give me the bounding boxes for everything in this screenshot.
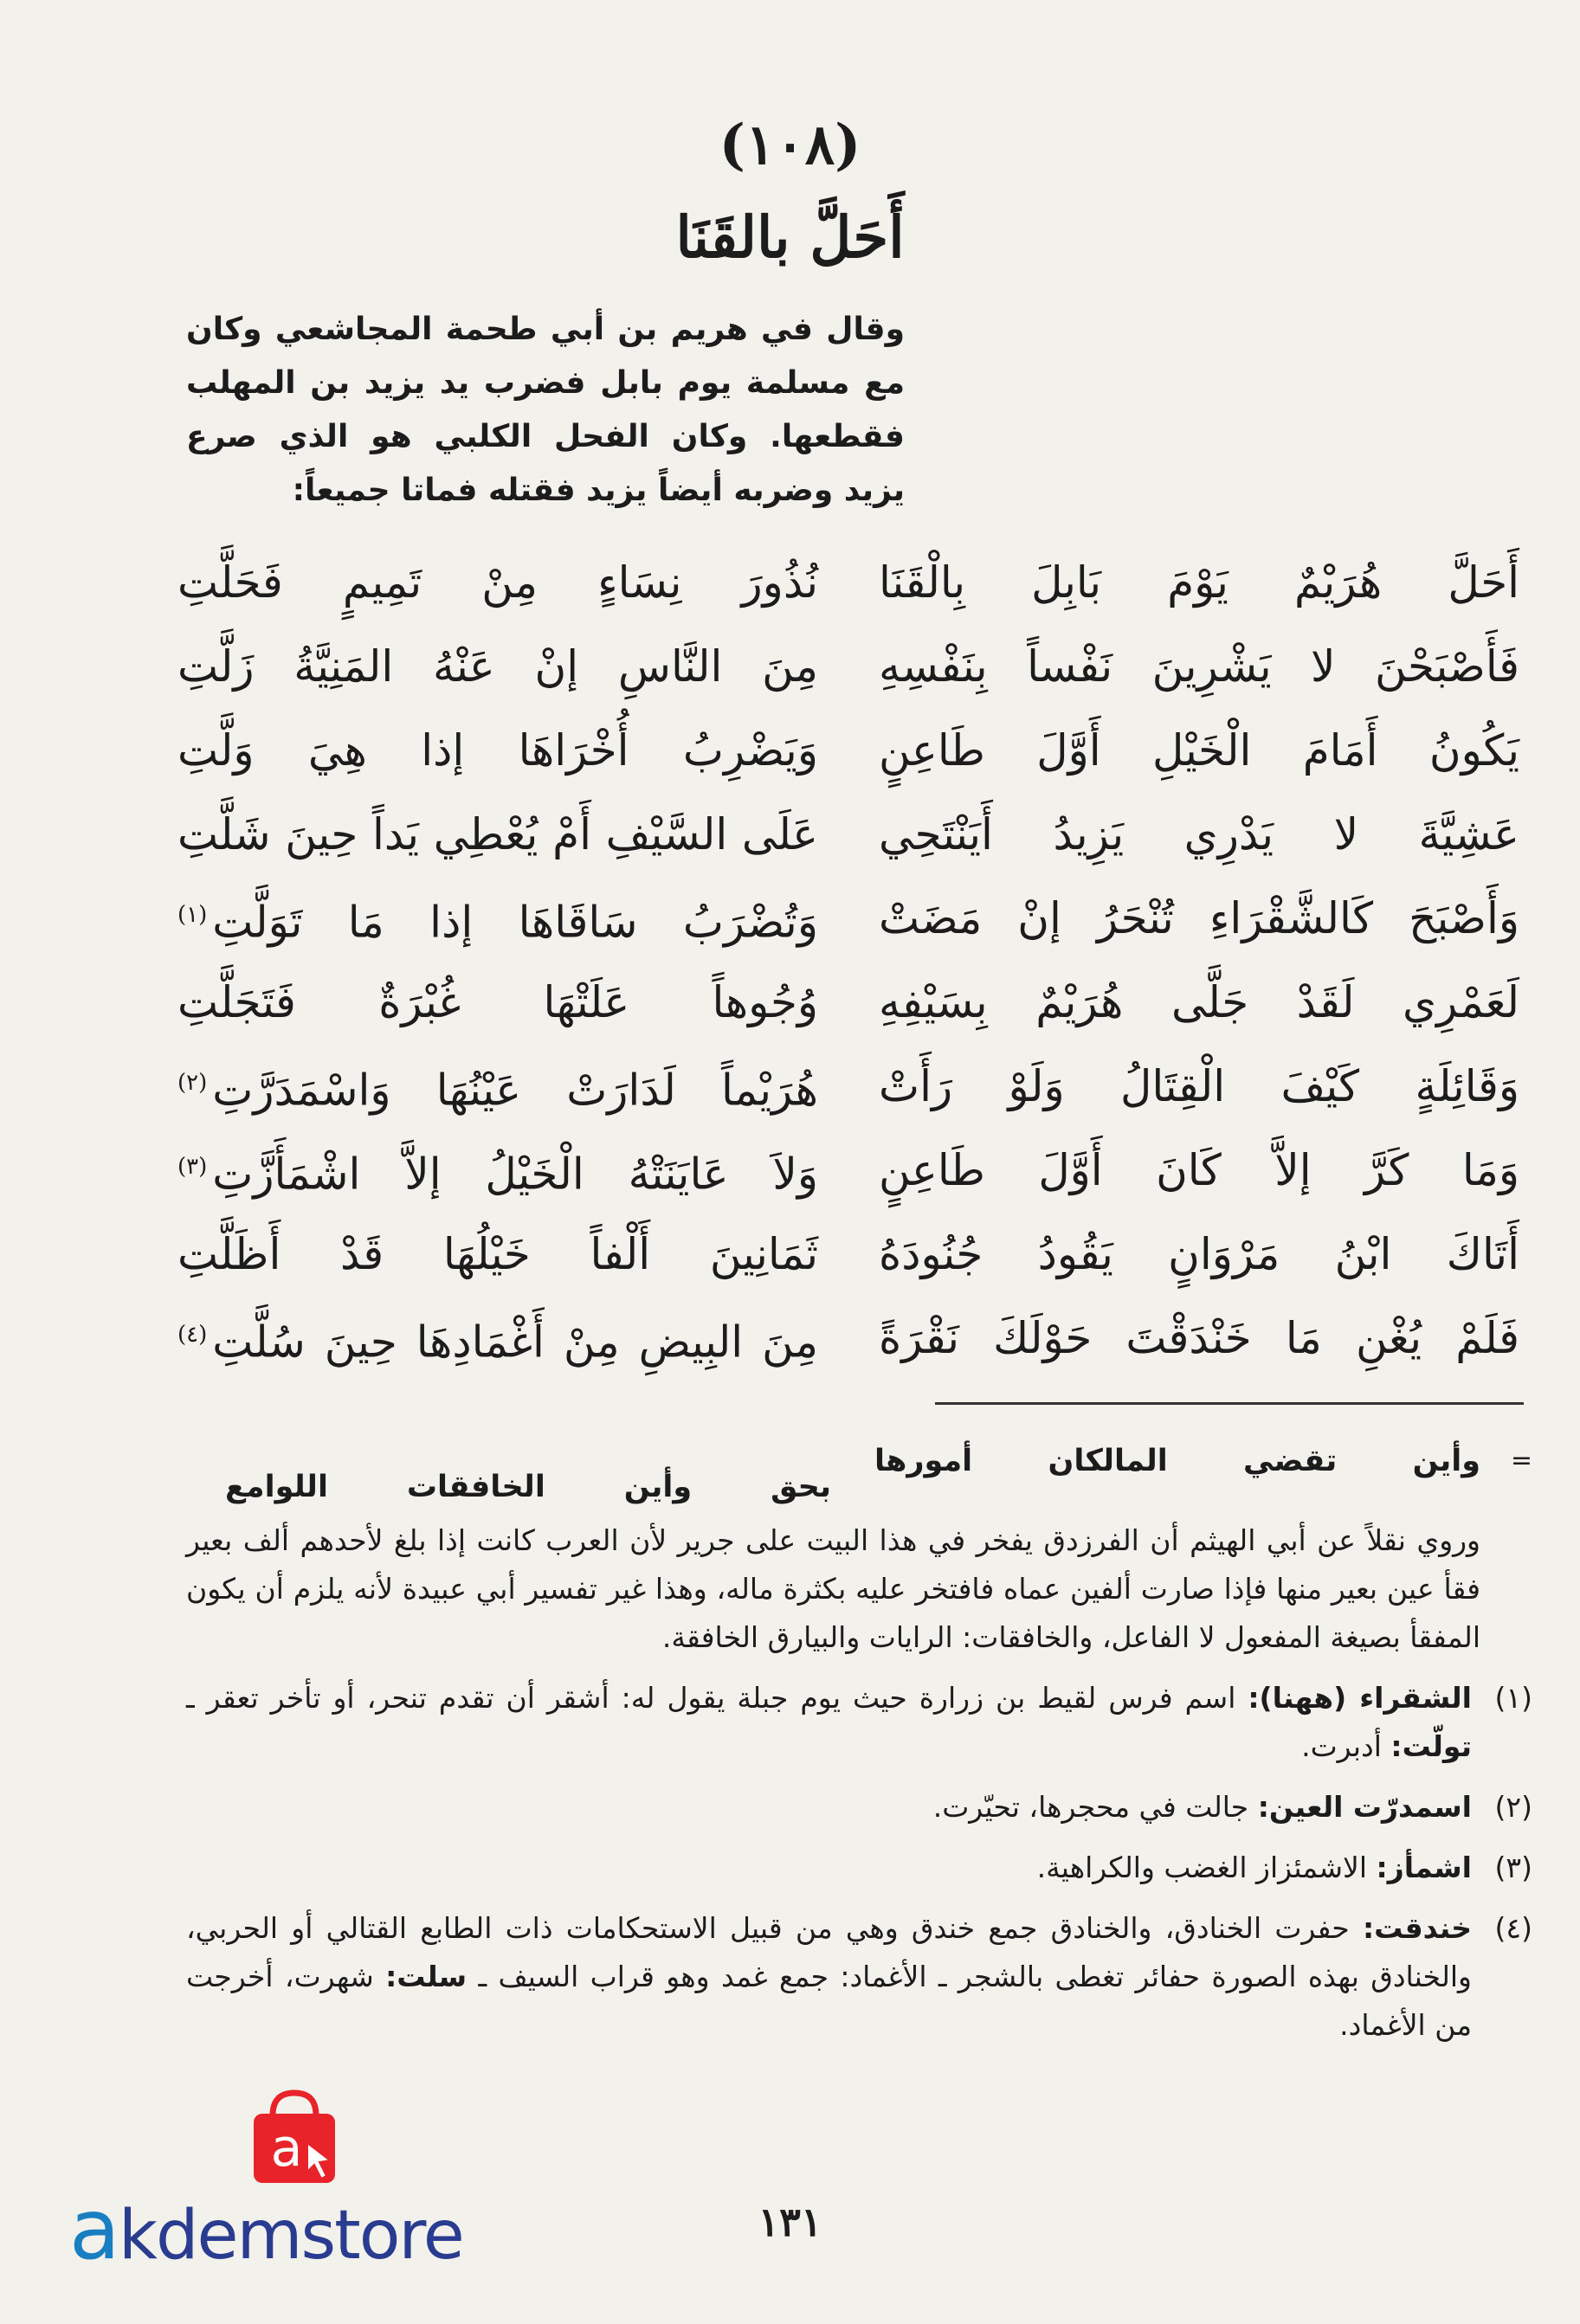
cited-hemistich-right: وأين تقضي المالكان أمورها — [874, 1444, 1480, 1478]
footnote-ref: (٤) — [177, 1321, 208, 1348]
hemistich-second: وُجُوهاً عَلَتْهَا غُبْرَةٌ فَتَجَلَّتِ — [177, 977, 818, 1027]
hemistich-second: نُذُورَ نِسَاءٍ مِنْ تَمِيمٍ فَحَلَّتِ — [177, 557, 818, 608]
hemistich-second: عَلَى السَّيْفِ أَمْ يُعْطِي يَداً حِينَ شَلَّتِ — [177, 809, 818, 859]
hemistich-first: فَأَصْبَحْنَ لا يَشْرِينَ نَفْساً بِنَفْسِهِ — [879, 641, 1519, 692]
verse-line — [177, 541, 1519, 625]
footnote-text: اشمأز: الاشمئزاز الغضب والكراهية. — [1036, 1851, 1472, 1884]
watermark-text: akdemstore — [69, 2181, 463, 2278]
cited-hemistich-left: بحق وأين الخافقات اللوامع — [225, 1470, 831, 1504]
footnote-text: الشقراء (ههنا): اسم فرس لقيط بن زرارة حيث يوم جبلة يقول له: أشقر أن تقدم تنحر، أو تأخر تعقر ـ تولّت: أدبرت. — [186, 1681, 1472, 1763]
footnote-list — [186, 1674, 1532, 2050]
hemistich-first: وَأَصْبَحَ كَالشَّقْرَاءِ تُنْحَرُ إنْ مَضَتْ — [879, 893, 1519, 943]
footnote-number: (٢) — [1494, 1790, 1532, 1824]
footnote-number: (٤) — [1494, 1911, 1532, 1945]
footnote — [186, 1783, 1532, 1832]
footnote — [186, 1844, 1532, 1892]
poem-number: (١٠٨) — [719, 113, 861, 177]
page-number: ١٣١ — [758, 2198, 822, 2245]
footnote-ref: (٢) — [177, 1069, 208, 1096]
verse-line — [177, 961, 1519, 1045]
footnotes-section — [186, 1437, 1532, 2062]
verse-line — [177, 793, 1519, 877]
hemistich-first: وَقَائِلَةٍ كَيْفَ الْقِتَالُ وَلَوْ رَأَتْ — [879, 1061, 1519, 1111]
hemistich-first: أَحَلَّ هُرَيْمٌ يَوْمَ بَابِلَ بِالْقَنَا — [879, 557, 1519, 608]
verse-line — [177, 709, 1519, 793]
footnote-number: (٣) — [1494, 1851, 1532, 1884]
verse-line — [177, 1213, 1519, 1297]
hemistich-first: فَلَمْ يُغْنِ مَا خَنْدَقْتَ حَوْلَكَ نَقْرَةً — [879, 1313, 1519, 1363]
footnote — [186, 1674, 1532, 1771]
verse-line — [177, 1129, 1519, 1213]
footnote-ref: (٣) — [177, 1153, 208, 1180]
footnote-text: اسمدرّت العين: جالت في محجرها، تحيّرت. — [932, 1790, 1472, 1824]
footnote-divider — [935, 1402, 1524, 1405]
footnote-text: خندقت: حفرت الخنادق، والخنادق جمع خندق وهي من قبيل الاستحكامات ذات الطابع القتالي أو الحربي، والخنادق بهذه الصورة حفائر تغطى بالشجر ـ الأغماد: جمع غمد وهو قراب السيف ـ سلت: شهرت، أخرجت من الأغماد. — [186, 1911, 1472, 2042]
verse-line — [177, 877, 1519, 961]
intro-paragraph: وقال في هريم بن أبي طحمة المجاشعي وكان مع مسلمة يوم بابل فضرب يد يزيد بن المهلب فقطعها. وكان الفحل الكلبي هو الذي صرع يزيد وضربه أيضاً يزيد فقتله فماتا جميعاً: — [186, 312, 905, 508]
continuation-mark: = — [1510, 1445, 1532, 1476]
hemistich-second: مِنَ البِيضِ مِنْ أَغْمَادِهَا حِينَ سُلَّتِ$^{(٤)}$ — [177, 1317, 818, 1368]
hemistich-second: مِنَ النَّاسِ إنْ عَنْهُ المَنِيَّةُ زَلَّتِ — [177, 641, 818, 692]
hemistich-first: أَتَاكَ ابْنُ مَرْوَانٍ يَقُودُ جُنُودَهُ — [879, 1229, 1519, 1279]
footnote-ref: (١) — [177, 901, 208, 928]
cited-verse — [186, 1437, 1532, 1511]
watermark-logo — [69, 2086, 537, 2278]
hemistich-second: ثَمَانِينَ أَلْفاً خَيْلُهَا قَدْ أَظَلَّتِ — [177, 1229, 818, 1279]
hemistich-first: عَشِيَّةَ لا يَدْرِي يَزِيدُ أَيَنْتَحِي — [879, 809, 1519, 859]
verse-line — [177, 625, 1519, 709]
footnote-number: (١) — [1494, 1681, 1532, 1715]
hemistich-first: يَكُونُ أَمَامَ الْخَيْلِ أَوَّلَ طَاعِنٍ — [879, 725, 1519, 776]
hemistich-second: وَلاَ عَايَنَتْهُ الْخَيْلُ إلاَّ اشْمَأَزَّتِ$^{(٣)}$ — [177, 1149, 818, 1200]
poem-verses — [177, 541, 1519, 1381]
verse-line — [177, 1045, 1519, 1129]
commentary-paragraph: وروي نقلاً عن أبي الهيثم أن الفرزدق يفخر في هذا البيت على جرير لأن العرب كانت إذا بلغ لأحدهم ألف بعير فقأ عين بعير منها فإذا صارت ألفين عماه فافتخر عليه بكثرة ماله، وهذا غير تفسير أبي عبيدة لأنه يلزم أن يكون المفقأ بصيغة المفعول لا الفاعل، والخافقات: الرايات والبيارق الخافقة. — [186, 1523, 1480, 1654]
hemistich-second: هُرَيْماً لَدَارَتْ عَيْنُهَا وَاسْمَدَرَّتِ$^{(٢)}$ — [177, 1065, 818, 1116]
poem-title: أَحَلَّ بالقَنَا — [675, 203, 905, 271]
hemistich-second: وَتُضْرَبُ سَاقَاهَا إذا مَا تَوَلَّتِ$^{(١)}$ — [177, 897, 818, 948]
shopping-bag-icon — [247, 2086, 342, 2188]
hemistich-second: وَيَضْرِبُ أُخْرَاهَا إذا هِيَ وَلَّتِ — [177, 725, 818, 776]
verse-line — [177, 1297, 1519, 1381]
hemistich-first: وَمَا كَرَّ إلاَّ كَانَ أَوَّلَ طَاعِنٍ — [879, 1145, 1519, 1195]
hemistich-first: لَعَمْرِي لَقَدْ جَلَّى هُرَيْمٌ بِسَيْفِهِ — [879, 977, 1519, 1027]
footnote — [186, 1904, 1532, 2050]
svg-text:a: a — [270, 2118, 303, 2179]
